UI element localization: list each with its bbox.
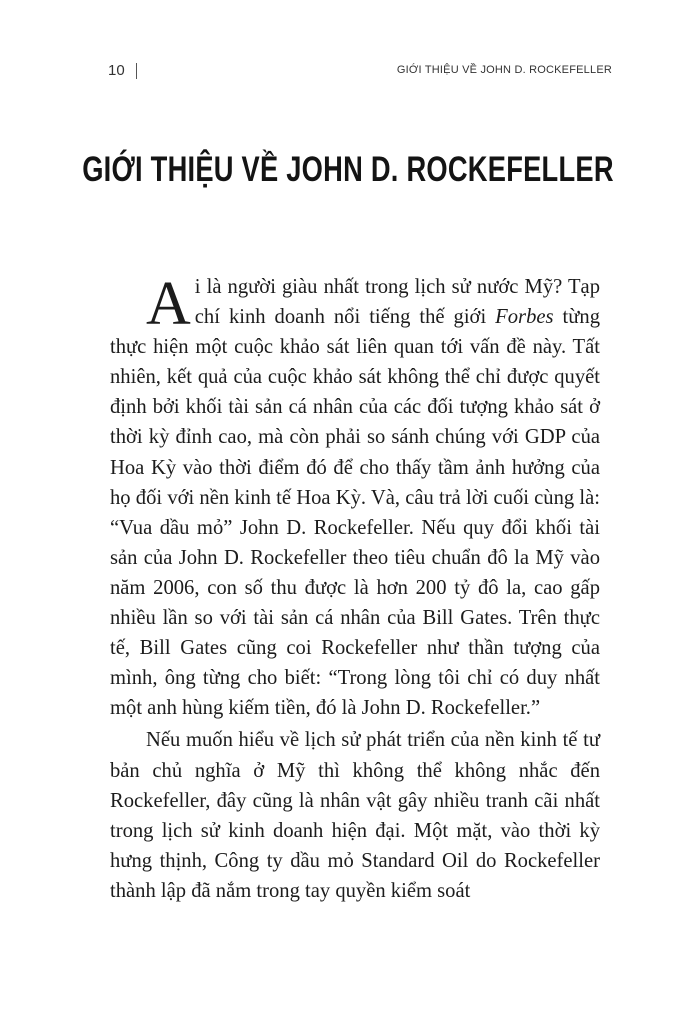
page-number: 10 xyxy=(108,62,125,79)
header-divider xyxy=(136,63,137,79)
publication-name: Forbes xyxy=(495,306,554,329)
paragraph-text: từng thực hiện một cuộc khảo sát liên quan tới vấn đề này. Tất nhiên, kết quả của cuộc khảo sát không thể chỉ được quyết định bởi khối tài sản cá nhân của các đối tượng khảo sát ở thời kỳ đỉnh cao, mà còn phải so sánh chúng với GDP của Hoa Kỳ vào thời điểm đó để cho thấy tầm ảnh hưởng của họ đối với nền kinh tế Hoa Kỳ. Và, câu trả lời cuối cùng là: “Vua dầu mỏ” John D. Rockefeller. Nếu quy đổi khối tài sản của John D. Rockefeller theo tiêu chuẩn đô la Mỹ vào năm 2006, con số thu được là hơn 200 tỷ đô la, cao gấp nhiều lần so với tài sản cá nhân của Bill Gates. Trên thực tế, Bill Gates cũng coi Rockefeller như thần tượng của mình, ông từng cho biết: “Trong lòng tôi chỉ có duy nhất một anh hùng kiếm tiền, đó là John D. Rockefeller.” xyxy=(110,306,600,720)
body-text xyxy=(110,272,600,906)
drop-cap: A xyxy=(146,270,191,338)
paragraph-text: i là người giàu nhất trong lịch sử nước Mỹ? Tạp chí kinh doanh nổi tiếng thế giới xyxy=(194,276,600,329)
chapter-title: GIỚI THIỆU VỀ JOHN D. ROCKEFELLER xyxy=(82,150,614,189)
running-head: GIỚI THIỆU VỀ JOHN D. ROCKEFELLER xyxy=(396,64,612,76)
paragraph xyxy=(110,272,600,723)
page-header xyxy=(108,60,612,82)
paragraph: Nếu muốn hiểu về lịch sử phát triển của nền kinh tế tư bản chủ nghĩa ở Mỹ thì không thể không nhắc đến Rockefeller, đây cũng là nhân vật gây nhiều tranh cãi nhất trong lịch sử kinh doanh hiện đại. Một mặt, vào thời kỳ hưng thịnh, Công ty dầu mỏ Standard Oil do Rockefeller thành lập đã nắm trong tay quyền kiểm soát xyxy=(110,729,600,902)
